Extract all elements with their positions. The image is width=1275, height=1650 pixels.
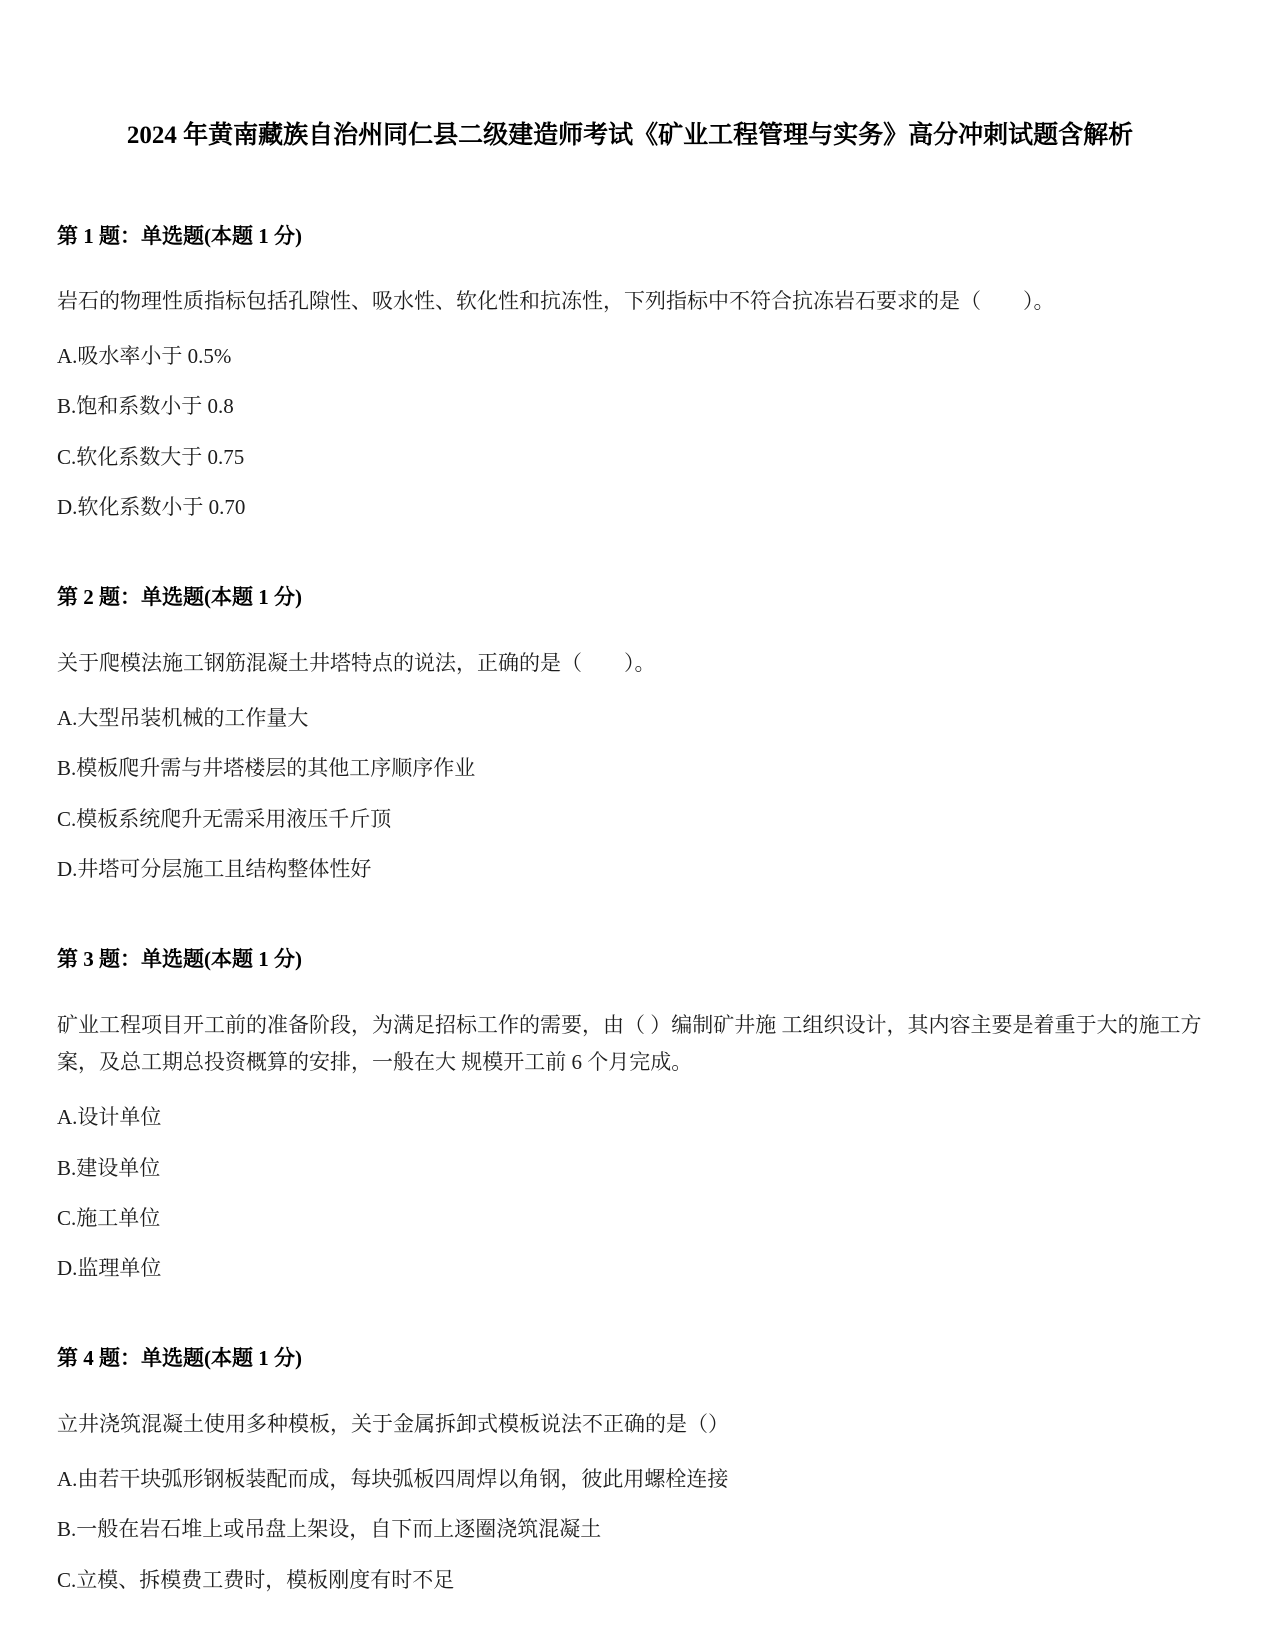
option-d: D.监理单位 (57, 1256, 162, 1281)
option-d: D.软化系数小于 0.70 (57, 495, 246, 520)
option-c: C.立模、拆模费工费时，模板刚度有时不足 (57, 1567, 455, 1592)
question-stem: 岩石的物理性质指标包括孔隙性、吸水性、软化性和抗冻性，下列指标中不符合抗冻岩石要求的是（ ）。 (57, 288, 1055, 313)
option-b: B.饱和系数小于 0.8 (57, 394, 234, 419)
question-2 (57, 584, 1203, 883)
option-a: A.由若干块弧形钢板装配而成，每块弧板四周焊以角钢，彼此用螺栓连接 (57, 1467, 729, 1492)
question-heading: 第 3 题：单选题(本题 1 分) (57, 947, 302, 972)
option-c: C.软化系数大于 0.75 (57, 444, 245, 469)
question-heading: 第 1 题：单选题(本题 1 分) (57, 223, 302, 248)
question-3 (57, 946, 1203, 1282)
option-c: C.模板系统爬升无需采用液压千斤顶 (57, 806, 392, 831)
option-c: C.施工单位 (57, 1205, 161, 1230)
question-heading: 第 2 题：单选题(本题 1 分) (57, 585, 302, 610)
question-stem: 立井浇筑混凝土使用多种模板，关于金属拆卸式模板说法不正确的是（） (57, 1411, 729, 1436)
question-4 (57, 1345, 1203, 1594)
option-a: A.大型吊装机械的工作量大 (57, 706, 309, 731)
option-a: A.吸水率小于 0.5% (57, 344, 232, 369)
option-a: A.设计单位 (57, 1105, 162, 1130)
option-d: D.井塔可分层施工且结构整体性好 (57, 856, 372, 881)
page-title: 2024 年黄南藏族自治州同仁县二级建造师考试《矿业工程管理与实务》高分冲刺试题含解析 (126, 122, 1134, 149)
question-stem: 矿业工程项目开工前的准备阶段，为满足招标工作的需要，由（ ）编制矿井施 工组织设计，其内容主要是着重于大的施工方案，及总工期总投资概算的安排，一般在大 规模开工前 6 个月完成。 (57, 1012, 1202, 1074)
option-b: B.一般在岩石堆上或吊盘上架设，自下而上逐圈浇筑混凝土 (57, 1517, 602, 1542)
option-b: B.模板爬升需与井塔楼层的其他工序顺序作业 (57, 756, 476, 781)
question-1 (57, 223, 1203, 522)
question-heading: 第 4 题：单选题(本题 1 分) (57, 1346, 302, 1371)
question-stem: 关于爬模法施工钢筋混凝土井塔特点的说法，正确的是（ ）。 (57, 650, 656, 675)
option-b: B.建设单位 (57, 1155, 161, 1180)
